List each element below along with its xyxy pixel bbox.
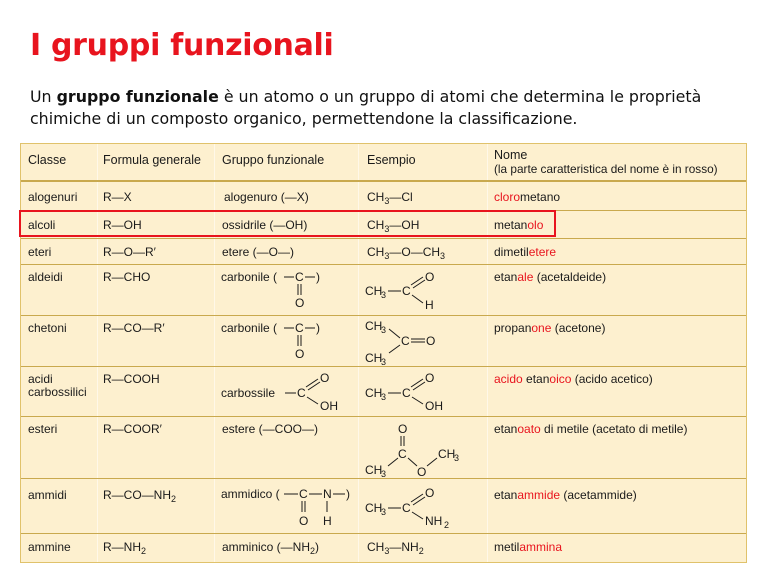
nome-chetoni: propanone (acetone)	[494, 321, 606, 335]
svg-text:carbonile (: carbonile (	[221, 321, 278, 335]
svg-text:O: O	[320, 371, 330, 385]
alcoli-row-highlight	[19, 210, 556, 237]
svg-text:H: H	[425, 298, 434, 312]
nome-ammine: metilammina	[494, 540, 563, 554]
svg-text:C: C	[402, 386, 411, 400]
svg-text:CH: CH	[365, 351, 383, 365]
svg-text:3: 3	[454, 453, 460, 463]
svg-text:C: C	[297, 386, 306, 400]
svg-text:OH: OH	[320, 399, 338, 413]
header-separator	[21, 180, 746, 182]
svg-text:OH: OH	[425, 399, 443, 413]
functional-groups-table	[20, 143, 747, 563]
gruppo-ammidi-structure	[221, 485, 361, 533]
formula-aldeidi: R—CHO	[103, 270, 151, 284]
formula-alogenuri: R—X	[103, 190, 132, 204]
formula-ammine: $R—NH_2$	[103, 540, 147, 556]
nome-aldeidi: etanale (acetaldeide)	[494, 270, 607, 284]
header-gruppo: Gruppo funzionale	[222, 153, 325, 167]
formula-acidi: R—COOH	[103, 372, 160, 386]
nome-alogenuri: clorometano	[494, 190, 561, 204]
svg-text:CH: CH	[438, 447, 456, 461]
nome-alcoli: metanolo	[494, 218, 544, 232]
esempio-aldeidi-structure	[365, 268, 475, 314]
svg-text:CH: CH	[365, 284, 383, 298]
classe-acidi-line2: carbossilici	[28, 385, 87, 399]
svg-text:C: C	[299, 487, 308, 501]
classe-esteri: esteri	[28, 422, 58, 436]
svg-text:): )	[316, 270, 320, 284]
classe-aldeidi: aldeidi	[28, 270, 63, 284]
gruppo-esteri: estere (—COO—)	[222, 422, 319, 436]
gruppo-aldeidi-structure	[221, 268, 351, 312]
gruppo-chetoni-structure	[221, 319, 351, 363]
classe-eteri: eteri	[28, 245, 52, 259]
gruppo-ammine: amminico $(—NH_2)$	[222, 540, 320, 556]
svg-text:3: 3	[381, 357, 387, 367]
svg-text:3: 3	[381, 392, 387, 402]
row-separator	[21, 315, 746, 316]
formula-chetoni: R—CO—R′	[103, 321, 165, 335]
svg-text:O: O	[425, 486, 435, 500]
page-title: I gruppi funzionali	[30, 28, 334, 63]
svg-text:C: C	[402, 284, 411, 298]
svg-text:O: O	[398, 422, 408, 436]
formula-alcoli: R—OH	[103, 218, 142, 232]
svg-text:C: C	[398, 447, 407, 461]
formula-eteri: R—O—R′	[103, 245, 156, 259]
svg-text:CH: CH	[365, 319, 383, 333]
svg-text:3: 3	[381, 507, 387, 517]
svg-text:3: 3	[381, 290, 387, 300]
gruppo-acidi-structure	[221, 369, 351, 415]
esempio-ammine: $CH_3—NH_2$	[367, 540, 424, 556]
svg-text:O: O	[425, 371, 435, 385]
svg-text:3: 3	[381, 325, 387, 335]
formula-ammidi: $R—CO—NH_2$	[103, 488, 177, 504]
header-esempio: Esempio	[367, 153, 416, 167]
header-nome: Nome	[494, 148, 528, 162]
row-separator	[21, 416, 746, 417]
svg-text:C: C	[295, 270, 304, 284]
esempio-alogenuri: $CH_3—Cl$	[367, 190, 413, 206]
svg-text:CH: CH	[365, 463, 383, 477]
esempio-chetoni-structure	[365, 317, 475, 365]
classe-ammine: ammine	[28, 540, 71, 554]
svg-text:O: O	[417, 465, 427, 479]
header-nome-note: (la parte caratteristica del nome è in rosso)	[494, 162, 718, 176]
svg-text:C: C	[402, 501, 411, 515]
classe-alogenuri: alogenuri	[28, 190, 78, 204]
esempio-eteri: $CH_3—O—CH_3$	[367, 245, 446, 261]
esempio-acidi-structure	[365, 369, 475, 415]
col-separator	[214, 144, 215, 562]
svg-text:O: O	[425, 270, 435, 284]
header-classe: Classe	[28, 153, 67, 167]
esempio-alcoli: $CH_3—OH$	[367, 218, 420, 234]
svg-text:C: C	[401, 334, 410, 348]
intro-rest: è un atomo o un gruppo di atomi che determina le proprietà chimiche di un composto organico, permettendone la classificazione.	[30, 87, 702, 128]
esempio-esteri-structure	[365, 420, 485, 478]
gruppo-alogenuri: alogenuro (—X)	[224, 190, 309, 204]
gruppo-eteri: etere (—O—)	[222, 245, 295, 259]
nome-ammidi: etanammide (acetammide)	[494, 488, 637, 502]
svg-text:O: O	[299, 514, 309, 528]
classe-chetoni: chetoni	[28, 321, 67, 335]
row-separator	[21, 238, 746, 239]
classe-ammidi: ammidi	[28, 488, 67, 502]
svg-text:2: 2	[444, 520, 450, 530]
svg-text:O: O	[295, 347, 305, 361]
nome-eteri: dimetiletere	[494, 245, 557, 259]
classe-acidi: acidi	[28, 372, 53, 386]
svg-text:CH: CH	[365, 501, 383, 515]
svg-text:H: H	[323, 514, 332, 528]
row-separator	[21, 264, 746, 265]
svg-text:3: 3	[381, 469, 387, 479]
svg-text:carbossile: carbossile	[221, 386, 276, 400]
intro-bold-term: gruppo funzionale	[56, 87, 219, 106]
classe-alcoli: alcoli	[28, 218, 56, 232]
esempio-ammidi-structure	[365, 484, 475, 532]
nome-esteri: etanoato di metile (acetato di metile)	[494, 422, 688, 436]
nome-acidi: acido etanoico (acido acetico)	[494, 372, 653, 386]
header-formula: Formula generale	[103, 153, 201, 167]
intro-prefix: Un	[30, 87, 57, 106]
svg-text:CH: CH	[365, 386, 383, 400]
col-separator	[97, 144, 98, 562]
svg-text:NH: NH	[425, 514, 443, 528]
svg-text:O: O	[295, 296, 305, 310]
intro-paragraph	[30, 86, 765, 130]
row-separator	[21, 533, 746, 534]
svg-text:O: O	[426, 334, 436, 348]
svg-text:C: C	[295, 321, 304, 335]
gruppo-alcoli: ossidrile (—OH)	[222, 218, 308, 232]
svg-text:): )	[316, 321, 320, 335]
col-separator	[487, 144, 488, 562]
formula-esteri: R—COOR′	[103, 422, 162, 436]
svg-text:N: N	[323, 487, 332, 501]
svg-text:carbonile (: carbonile (	[221, 270, 278, 284]
svg-text:ammidico (: ammidico (	[221, 487, 280, 501]
svg-text:): )	[346, 487, 350, 501]
